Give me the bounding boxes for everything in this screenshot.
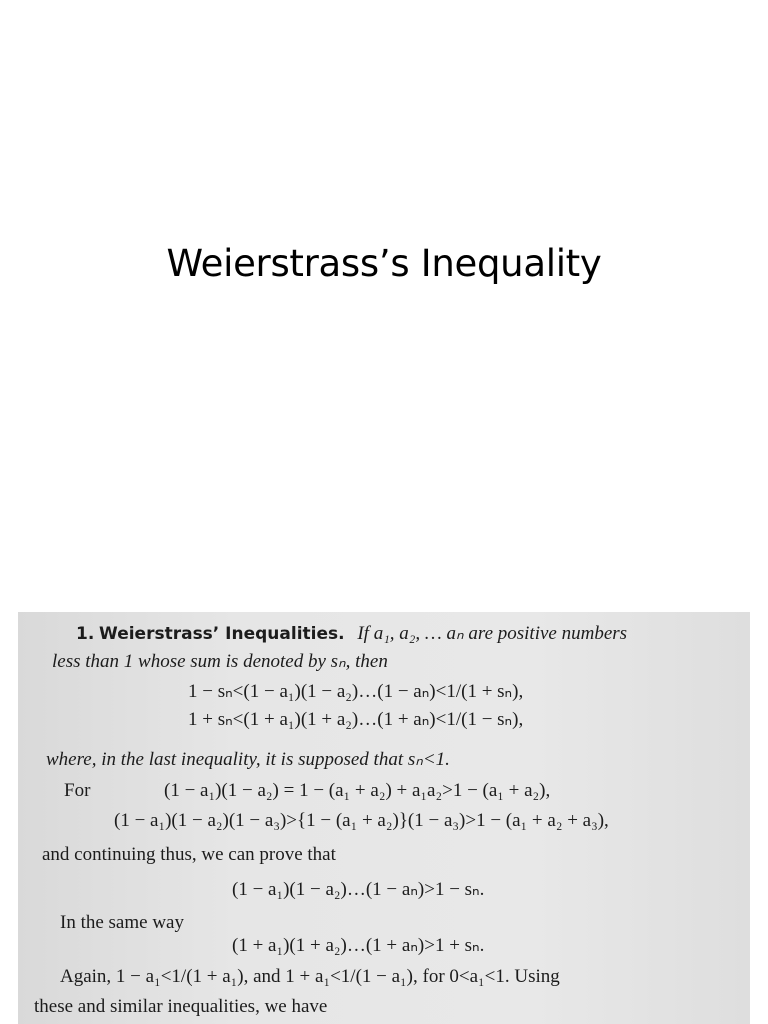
slide-title: Weierstrass’s Inequality: [166, 242, 602, 285]
again-line: Again, 1 − a₁<1/(1 + a₁), and 1 + a₁<1/(1 − a₁), for 0<a₁<1. Using: [60, 966, 560, 987]
equation-4: (1 − a₁)(1 − a₂)…(1 − aₙ)>1 − sₙ.: [232, 879, 485, 900]
equation-5: (1 + a₁)(1 + a₂)…(1 + aₙ)>1 + sₙ.: [232, 935, 485, 956]
heading-line: [76, 622, 627, 645]
for-equation: (1 − a₁)(1 − a₂) = 1 − (a₁ + a₂) + a₁a₂>1 − (a₁ + a₂),: [164, 780, 551, 801]
same-way-line: In the same way: [60, 912, 184, 933]
inequality-2: 1 + sₙ<(1 + a₁)(1 + a₂)…(1 + aₙ)<1/(1 − sₙ),: [188, 709, 524, 730]
heading-rest: If a₁, a₂, … aₙ are positive numbers: [357, 623, 628, 644]
equation-3: (1 − a₁)(1 − a₂)(1 − a₃)>{1 − (a₁ + a₂)}(1 − a₃)>1 − (a₁ + a₂ + a₃),: [114, 810, 609, 831]
heading-label: Weierstrass’ Inequalities.: [99, 624, 345, 644]
where-line: where, in the last inequality, it is supposed that sₙ<1.: [46, 749, 450, 770]
heading-number: 1.: [76, 624, 95, 644]
inequality-1: 1 − sₙ<(1 − a₁)(1 − a₂)…(1 − aₙ)<1/(1 + sₙ),: [188, 681, 524, 702]
intro-line-2: less than 1 whose sum is denoted by sₙ, then: [52, 651, 388, 672]
continuing-line: and continuing thus, we can prove that: [42, 844, 336, 865]
these-line: these and similar inequalities, we have: [34, 996, 328, 1017]
for-label: For: [64, 780, 91, 801]
scanned-text-image: [18, 612, 750, 1024]
